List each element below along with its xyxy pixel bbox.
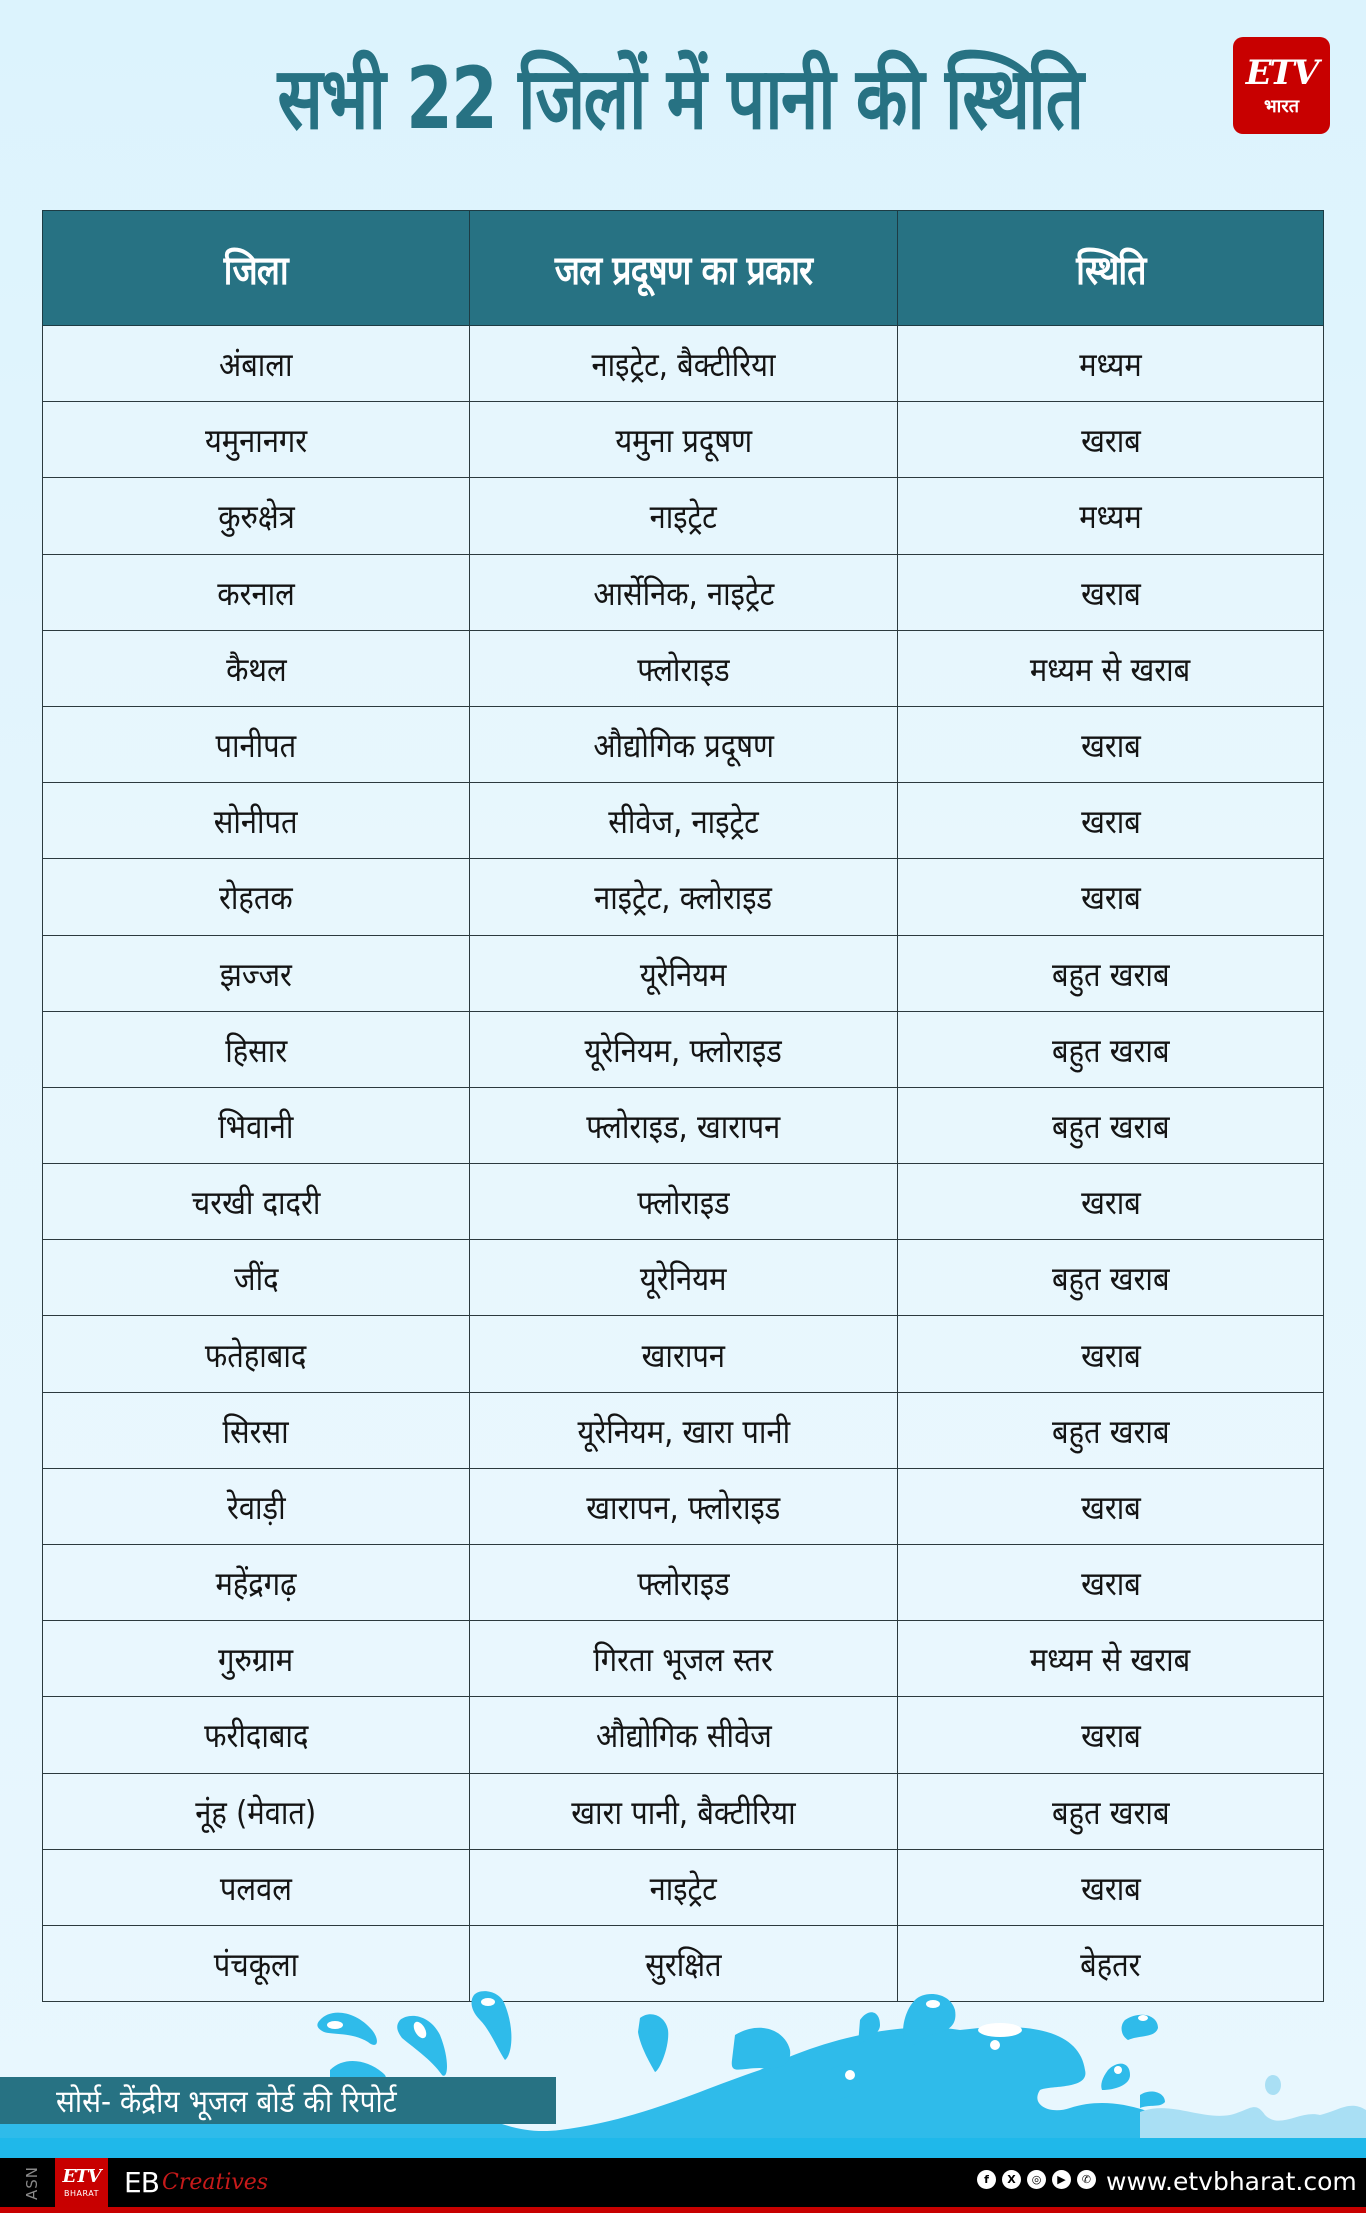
eb-label: EB bbox=[124, 2166, 159, 2199]
cell-district: रोहतक bbox=[43, 859, 470, 935]
cell-district: महेंद्रगढ़ bbox=[43, 1545, 470, 1621]
cell-pollution-type: नाइट्रेट, क्लोराइड bbox=[470, 859, 898, 935]
table-row bbox=[43, 706, 1324, 782]
cell-status: खराब bbox=[898, 1849, 1324, 1925]
table-row bbox=[43, 1392, 1324, 1468]
cell-pollution-type: गिरता भूजल स्तर bbox=[470, 1621, 898, 1697]
cell-pollution-type: सीवेज, नाइट्रेट bbox=[470, 783, 898, 859]
table-row bbox=[43, 326, 1324, 402]
etv-logo-mark: ETV bbox=[1245, 52, 1318, 93]
cell-status: बहुत खराब bbox=[898, 935, 1324, 1011]
cell-status: बेहतर bbox=[898, 1925, 1324, 2001]
cell-pollution-type: नाइट्रेट, बैक्टीरिया bbox=[470, 326, 898, 402]
cell-pollution-type: सुरक्षित bbox=[470, 1925, 898, 2001]
cell-status: मध्यम bbox=[898, 326, 1324, 402]
table-row bbox=[43, 1468, 1324, 1544]
cell-district: यमुनानगर bbox=[43, 402, 470, 478]
table-body bbox=[43, 326, 1324, 2002]
table-row bbox=[43, 1011, 1324, 1087]
cell-pollution-type: यूरेनियम, फ्लोराइड bbox=[470, 1011, 898, 1087]
table-row bbox=[43, 783, 1324, 859]
table-row bbox=[43, 1697, 1324, 1773]
cell-district: अंबाला bbox=[43, 326, 470, 402]
table-row bbox=[43, 630, 1324, 706]
water-splash-illustration bbox=[0, 1990, 1366, 2160]
cell-status: खराब bbox=[898, 1545, 1324, 1621]
cell-status: बहुत खराब bbox=[898, 1392, 1324, 1468]
table-row bbox=[43, 1164, 1324, 1240]
table-row bbox=[43, 1316, 1324, 1392]
cell-status: खराब bbox=[898, 554, 1324, 630]
footer-red-stripe bbox=[0, 2207, 1366, 2213]
cell-pollution-type: यूरेनियम bbox=[470, 1240, 898, 1316]
table-row bbox=[43, 1621, 1324, 1697]
facebook-icon[interactable]: f bbox=[977, 2170, 996, 2189]
cell-district: सिरसा bbox=[43, 1392, 470, 1468]
table-row bbox=[43, 554, 1324, 630]
table-row bbox=[43, 1240, 1324, 1316]
table-row bbox=[43, 1849, 1324, 1925]
whatsapp-icon[interactable]: ✆ bbox=[1077, 2170, 1096, 2189]
etv-logo-subtitle: भारत bbox=[1264, 95, 1299, 117]
cell-pollution-type: यमुना प्रदूषण bbox=[470, 402, 898, 478]
cell-district: हिसार bbox=[43, 1011, 470, 1087]
cell-status: बहुत खराब bbox=[898, 1773, 1324, 1849]
page-title-text: सभी 22 जिलों में पानी की स्थिति bbox=[277, 48, 1083, 149]
cell-status: खराब bbox=[898, 1164, 1324, 1240]
cell-status: खराब bbox=[898, 706, 1324, 782]
cell-status: मध्यम से खराब bbox=[898, 1621, 1324, 1697]
x-icon[interactable]: X bbox=[1002, 2170, 1021, 2189]
cell-district: झज्जर bbox=[43, 935, 470, 1011]
footer-logo-mark: ETV bbox=[62, 2165, 101, 2187]
page-title bbox=[150, 40, 1210, 150]
cell-status: मध्यम से खराब bbox=[898, 630, 1324, 706]
cell-district: पलवल bbox=[43, 1849, 470, 1925]
cell-pollution-type: औद्योगिक सीवेज bbox=[470, 1697, 898, 1773]
cell-pollution-type: फ्लोराइड bbox=[470, 1164, 898, 1240]
table-row bbox=[43, 859, 1324, 935]
source-caption-text: सोर्स- केंद्रीय भूजल बोर्ड की रिपोर्ट bbox=[56, 2083, 397, 2120]
cell-status: खराब bbox=[898, 1468, 1324, 1544]
etv-bharat-logo bbox=[1233, 37, 1330, 134]
cell-pollution-type: आर्सेनिक, नाइट्रेट bbox=[470, 554, 898, 630]
cell-district: रेवाड़ी bbox=[43, 1468, 470, 1544]
footer-logo-sub: BHARAT bbox=[64, 2188, 99, 2198]
cell-district: कुरुक्षेत्र bbox=[43, 478, 470, 554]
cell-pollution-type: खारा पानी, बैक्टीरिया bbox=[470, 1773, 898, 1849]
youtube-icon[interactable]: ▶ bbox=[1052, 2170, 1071, 2189]
cell-status: मध्यम bbox=[898, 478, 1324, 554]
cell-status: बहुत खराब bbox=[898, 1240, 1324, 1316]
cell-district: पंचकूला bbox=[43, 1925, 470, 2001]
cell-status: खराब bbox=[898, 402, 1324, 478]
cell-pollution-type: खारापन bbox=[470, 1316, 898, 1392]
cell-status: बहुत खराब bbox=[898, 1011, 1324, 1087]
column-header-district: जिला bbox=[43, 211, 470, 326]
cell-status: खराब bbox=[898, 1316, 1324, 1392]
table-row bbox=[43, 478, 1324, 554]
cell-district: गुरुग्राम bbox=[43, 1621, 470, 1697]
cell-district: फतेहाबाद bbox=[43, 1316, 470, 1392]
cell-pollution-type: यूरेनियम, खारा पानी bbox=[470, 1392, 898, 1468]
cell-pollution-type: नाइट्रेट bbox=[470, 478, 898, 554]
cell-district: पानीपत bbox=[43, 706, 470, 782]
cell-status: खराब bbox=[898, 783, 1324, 859]
cell-pollution-type: फ्लोराइड, खारापन bbox=[470, 1087, 898, 1163]
cell-district: भिवानी bbox=[43, 1087, 470, 1163]
water-status-table bbox=[42, 210, 1324, 2002]
table-row bbox=[43, 1773, 1324, 1849]
instagram-icon[interactable]: ◎ bbox=[1027, 2170, 1046, 2189]
table-row bbox=[43, 1545, 1324, 1621]
column-header-status: स्थिति bbox=[898, 211, 1324, 326]
table-row bbox=[43, 935, 1324, 1011]
website-link[interactable]: www.etvbharat.com bbox=[1106, 2167, 1357, 2196]
table-row bbox=[43, 1087, 1324, 1163]
cell-status: बहुत खराब bbox=[898, 1087, 1324, 1163]
cell-status: खराब bbox=[898, 859, 1324, 935]
cell-status: खराब bbox=[898, 1697, 1324, 1773]
source-caption bbox=[0, 2077, 556, 2124]
cell-district: जींद bbox=[43, 1240, 470, 1316]
footer-etv-logo bbox=[55, 2158, 108, 2207]
cell-district: नूंह (मेवात) bbox=[43, 1773, 470, 1849]
cell-pollution-type: नाइट्रेट bbox=[470, 1849, 898, 1925]
author-initials: ASN bbox=[23, 2165, 41, 2200]
cell-pollution-type: फ्लोराइड bbox=[470, 1545, 898, 1621]
cell-district: फरीदाबाद bbox=[43, 1697, 470, 1773]
table-header-row bbox=[43, 211, 1324, 326]
creatives-label: Creatives bbox=[162, 2170, 269, 2195]
table-row bbox=[43, 402, 1324, 478]
cell-pollution-type: फ्लोराइड bbox=[470, 630, 898, 706]
cell-pollution-type: औद्योगिक प्रदूषण bbox=[470, 706, 898, 782]
cell-district: कैथल bbox=[43, 630, 470, 706]
social-icons bbox=[977, 2170, 1096, 2189]
footer-bar bbox=[0, 2158, 1366, 2207]
column-header-pollution-type: जल प्रदूषण का प्रकार bbox=[470, 211, 898, 326]
cell-district: करनाल bbox=[43, 554, 470, 630]
cell-pollution-type: यूरेनियम bbox=[470, 935, 898, 1011]
cell-district: चरखी दादरी bbox=[43, 1164, 470, 1240]
cell-district: सोनीपत bbox=[43, 783, 470, 859]
cell-pollution-type: खारापन, फ्लोराइड bbox=[470, 1468, 898, 1544]
